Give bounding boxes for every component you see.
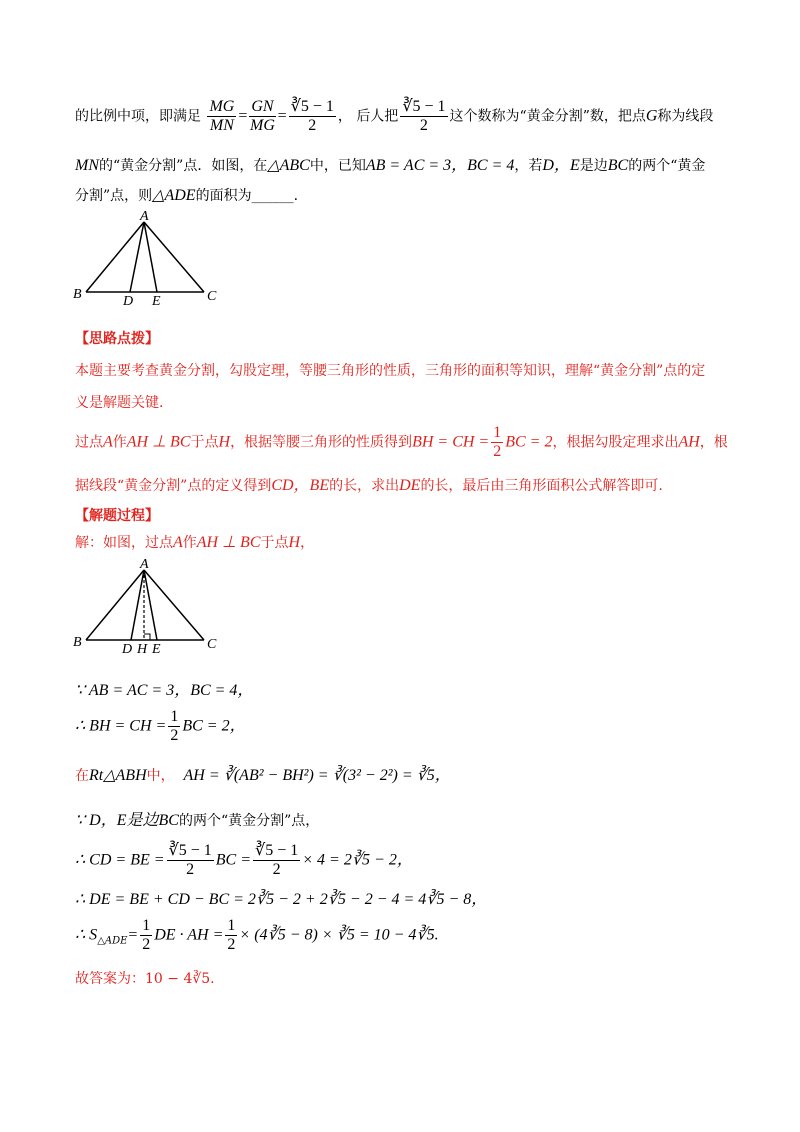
solution-line-2: ∵ AB = AC = 3，BC = 4， — [75, 682, 254, 699]
solution-answer: 故答案为：10 − 4∛5. — [75, 971, 215, 987]
solution-line-8: ∴ $S_{\triangle ADE}=$ $\frac{1}{2}$ DE · AH = $\frac{1}{2}$ × (4∛5 − 8) × ∛5 = 10 − 4∛5. — [75, 917, 439, 953]
label-a2: A — [140, 557, 149, 572]
fraction-golden-2: $\frac{∛5 - 1}{2}$ — [402, 98, 446, 134]
label-e: E — [152, 294, 161, 308]
solution-line-7: ∴ DE = BE + CD − BC = 2∛5 − 2 + 2∛5 − 2 − 4 = 4∛5 − 8， — [75, 891, 488, 908]
fraction-mg-mn: $\frac{MG}{MN}$ — [209, 98, 235, 134]
fraction-half-2: $\frac{1}{2}$ — [170, 708, 179, 744]
label-d: D — [123, 294, 134, 308]
hint-p3: 过点A作AH ⊥ BC于点H，根据等腰三角形的性质得到BH = CH = $\frac{1}{2}$ BC = 2，根据勾股定理求出AH，根 — [75, 424, 728, 460]
label-d2: D — [122, 642, 133, 656]
triangle-figure-1 — [70, 208, 230, 308]
intro-text: 的比例中项，即满足 — [75, 108, 201, 125]
solution-line-5: ∵ D，E是边BC的两个“黄金分割”点， — [75, 812, 320, 829]
triangle-figure-2 — [70, 556, 230, 656]
label-b: B — [73, 287, 82, 302]
fraction-half-4: $\frac{1}{2}$ — [227, 917, 236, 953]
answer-blank: ______ — [251, 188, 294, 204]
solution-title: 【解题过程】 — [75, 508, 159, 524]
hint-p4: 据线段“黄金分割”点的定义得到CD，BE的长，求出DE的长，最后由三角形面积公式解答即可. — [75, 477, 663, 494]
label-e2: E — [152, 642, 161, 656]
intro-line-2: MN的“黄金分割”点．如图，在△ABC中，已知AB = AC = 3，BC = 4，若D，E是边BC的两个“黄金 — [75, 157, 706, 174]
fraction-golden-4: $\frac{∛5 - 1}{2}$ — [255, 842, 299, 878]
solution-line-6: ∴ CD = BE = $\frac{∛5 - 1}{2}$ BC = $\frac{∛5 - 1}{2}$ × 4 = 2∛5 − 2， — [75, 842, 413, 878]
intro-line-1: 的比例中项，即满足 $\frac{MG}{MN}$ = $\frac{GN}{MG}$ = $\frac{∛5 - 1}{2}$ ， 后人把 $\frac{∛5 - 1}{2}$ 这个数称为“黄金分割”数，把点G称为线段 — [75, 98, 714, 134]
fraction-half: $\frac{1}{2}$ — [493, 424, 502, 460]
hint-p1: 本题主要考查黄金分割，勾股定理，等腰三角形的性质，三角形的面积等知识，理解“黄金分割”点的定 — [75, 363, 706, 379]
label-b2: B — [73, 635, 82, 650]
label-c2: C — [207, 637, 217, 652]
solution-line-3: ∴ BH = CH = $\frac{1}{2}$ BC = 2， — [75, 708, 246, 744]
solution-line-4: 在Rt△ABH中， AH = ∛(AB² − BH²) = ∛(3² − 2²) = ∛5， — [75, 767, 451, 784]
solution-line-1: 解：如图，过点A作AH ⊥ BC于点H， — [75, 534, 315, 551]
label-a: A — [140, 209, 149, 224]
fraction-gn-mg: $\frac{GN}{MG}$ — [250, 98, 275, 134]
fraction-golden-3: $\frac{∛5 - 1}{2}$ — [168, 842, 212, 878]
fraction-half-3: $\frac{1}{2}$ — [142, 917, 151, 953]
intro-line-3: 分割”点，则△ADE的面积为______. — [75, 187, 299, 204]
hint-title: 【思路点拨】 — [75, 331, 159, 347]
hint-p2: 义是解题关键. — [75, 395, 164, 411]
label-h2: H — [137, 642, 148, 656]
label-c: C — [207, 289, 217, 304]
fraction-golden: $\frac{∛5 - 1}{2}$ — [290, 98, 334, 134]
